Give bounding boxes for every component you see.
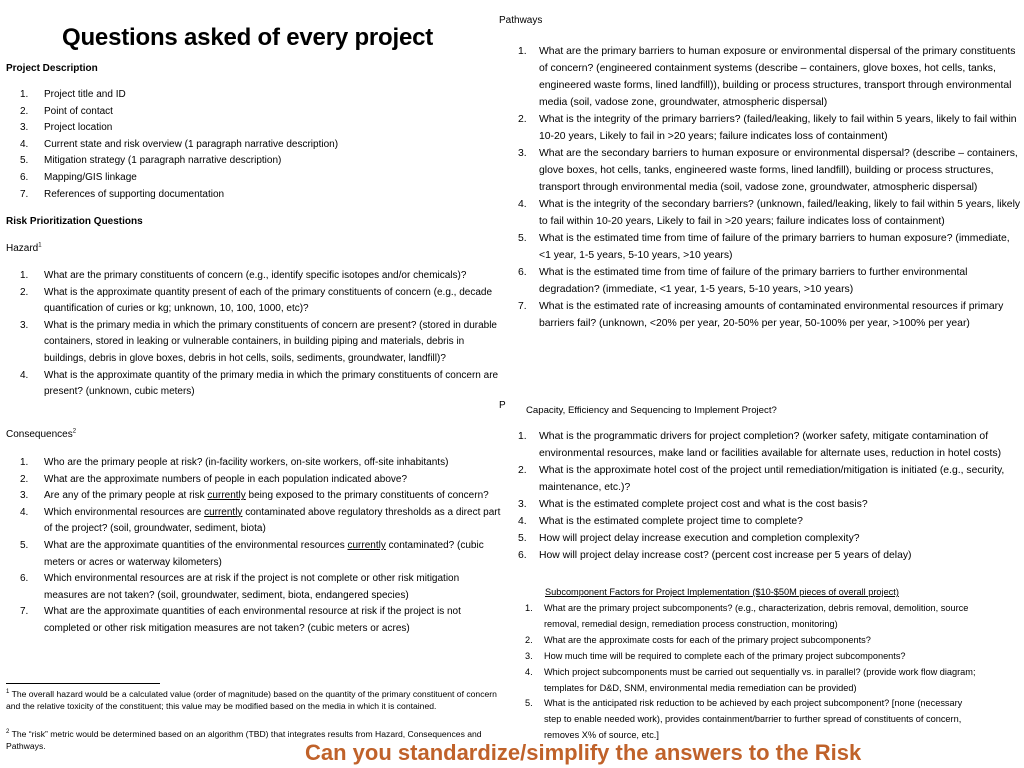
- list-number: 7.: [518, 301, 527, 312]
- list-number: 1.: [20, 270, 29, 281]
- list-number: 3.: [20, 490, 29, 502]
- consequences-item: [6, 455, 504, 472]
- page-title: Questions asked of every project: [62, 24, 434, 51]
- project-description-item-text: Mapping/GIS linkage: [44, 171, 137, 183]
- subcomponent-heading: Subcomponent Factors for Project Implementation ($10-$50M pieces of overall project): [545, 587, 899, 597]
- consequences-heading-text: Consequences: [6, 429, 73, 440]
- consequences-item-text: Which environmental resources are at risk if the project is not complete or other risk mitigation measures are not taken? (soil, groundwater, sediment, biota, endangered species): [44, 573, 460, 601]
- list-number: 6.: [518, 267, 527, 278]
- subcomponent-list: [510, 601, 980, 744]
- list-number: 2.: [525, 634, 533, 645]
- subcomponent-item: [510, 633, 980, 649]
- project-description-item: [6, 153, 500, 170]
- project-description-item-text: Current state and risk overview (1 paragraph narrative description): [44, 138, 339, 150]
- capacity-list: [510, 428, 1022, 564]
- pathways-item-text: What is the estimated time from time of failure of the primary barriers to further environmental degradation? (immediate, <1 year, 1-5 years, 5-10 years, >10 years): [539, 267, 968, 295]
- capacity-heading: Capacity, Efficiency and Sequencing to Implement Project?: [526, 405, 777, 416]
- hazard-item: [6, 318, 506, 368]
- project-description-item-text: Project title and ID: [44, 89, 126, 100]
- capacity-item-text: What is the approximate hotel cost of the project until remediation/mitigation is initiated (e.g., security, maintenance, etc.)?: [539, 465, 1005, 493]
- list-number: 1.: [20, 89, 29, 100]
- list-number: 7.: [20, 606, 29, 618]
- subcomponent-item-text: Which project subcomponents must be carried out sequentially vs. in parallel? (provide work flow diagram; templates for D&D, SNM, environmental media remediation can be provided): [544, 666, 976, 693]
- pathways-item: [510, 230, 1022, 264]
- pathways-item: [510, 145, 1022, 196]
- project-description-item-text: Point of contact: [44, 105, 113, 117]
- list-number: 4.: [525, 666, 533, 677]
- list-number: 3.: [525, 650, 533, 661]
- list-number: 1.: [518, 46, 527, 57]
- subcomponent-item-text: How much time will be required to complete each of the primary project subcomponents?: [544, 650, 906, 661]
- consequences-list: [6, 455, 504, 638]
- list-number: 1.: [525, 603, 533, 613]
- project-description-item-text: References of supporting documentation: [44, 188, 225, 200]
- pathways-item-text: What are the secondary barriers to human exposure or environmental dispersal? (describe – containers, glove boxes, hot cells, tanks, engineered waste forms, lined landfill), building or process structures, transport through environmental media (soil, vadose zone, groundwater, atmospheric dispersal): [539, 148, 1018, 193]
- pathways-item-text: What is the integrity of the primary barriers? (failed/leaking, likely to fail within 5 years, likely to fail within 10-20 years, Likely to fail in >20 years; failure indicates loss of containment): [539, 114, 1017, 142]
- list-number: 5.: [20, 539, 29, 551]
- subcomponent-item: [510, 649, 980, 665]
- project-description-item: [6, 137, 500, 154]
- footnote-1-num: 1: [6, 689, 10, 696]
- list-number: 2.: [20, 105, 29, 117]
- consequences-item-text: What are the approximate quantities of each environmental resource at risk if the project is not completed or other risk mitigation measures are not taken? (cubic meters or acres): [44, 606, 461, 634]
- consequences-item: [6, 571, 504, 604]
- footnote-ref: 2: [72, 428, 77, 435]
- list-number: 4.: [20, 369, 29, 381]
- capacity-item: [510, 530, 1022, 547]
- list-number: 6.: [20, 573, 29, 585]
- consequences-item: [6, 505, 504, 538]
- consequences-item: [6, 472, 504, 489]
- consequences-item: [6, 538, 504, 571]
- project-description-list: [6, 87, 500, 203]
- list-number: 4.: [518, 199, 527, 210]
- consequences-item-text: Who are the primary people at risk? (in-facility workers, on-site workers, off-site inhabitants): [44, 457, 449, 468]
- project-description-item: [6, 87, 500, 104]
- pathways-list: [510, 43, 1022, 332]
- pathways-item: [510, 111, 1022, 145]
- project-description-item: [6, 170, 500, 187]
- subcomponent-item: [510, 696, 980, 744]
- list-number: 3.: [20, 319, 29, 331]
- footnote-1: [6, 688, 502, 712]
- stray-mark: P: [499, 400, 506, 411]
- consequences-item-text: What are the approximate numbers of people in each population indicated above?: [44, 473, 408, 485]
- footnote-2-num: 2: [6, 729, 10, 736]
- list-number: 5.: [518, 233, 527, 244]
- consequences-item-text: Which environmental resources are currently contaminated above regulatory thresholds as a direct part of the project? (soil, groundwater, sediment, biota): [44, 506, 501, 535]
- pathways-item: [510, 298, 1022, 332]
- capacity-item: [510, 513, 1022, 530]
- footnote-ref: 1: [38, 242, 42, 249]
- hazard-item-text: What is the approximate quantity of the primary media in which the primary constituents of concern are present? (unknown, cubic meters): [44, 369, 499, 398]
- list-number: 4.: [20, 506, 29, 518]
- pathways-item-text: What is the estimated time from time of failure of the primary barriers to human exposure? (immediate, <1 year, 1-5 years, 5-10 years, >10 years): [539, 233, 1010, 261]
- list-number: 4.: [518, 516, 527, 527]
- hazard-item: [6, 368, 506, 401]
- list-number: 4.: [20, 138, 29, 150]
- list-number: 3.: [518, 499, 527, 510]
- pathways-item: [510, 196, 1022, 230]
- list-number: 5.: [518, 533, 527, 544]
- capacity-item-text: What is the estimated complete project time to complete?: [539, 516, 803, 527]
- list-number: 2.: [20, 286, 29, 298]
- list-number: 2.: [20, 473, 29, 485]
- capacity-item-text: What is the programmatic drivers for project completion? (worker safety, mitigate contamination of environmental resources, make land or facilities available for alternate uses, reduction in hotel costs): [539, 431, 1002, 459]
- list-number: 7.: [20, 188, 29, 200]
- footnote-1-text: The overall hazard would be a calculated value (order of magnitude) based on the quantity of the primary constituent of concern and the relative toxicity of the constituent; this value may be modified based on the media in which it is contained.: [6, 689, 497, 711]
- list-number: 6.: [518, 550, 527, 561]
- capacity-item: [510, 428, 1022, 462]
- hazard-list: [6, 268, 506, 401]
- capacity-item: [510, 462, 1022, 496]
- project-description-item-text: Mitigation strategy (1 paragraph narrative description): [44, 155, 282, 167]
- project-description-item-text: Project location: [44, 122, 113, 134]
- capacity-item-text: What is the estimated complete project cost and what is the cost basis?: [539, 499, 868, 510]
- consequences-heading: [6, 429, 76, 440]
- pathways-item-text: What is the integrity of the secondary barriers? (unknown, failed/leaking, likely to fail within 5 years, likely to fail within 10-20 years, Likely to fail in >20 years; failure indicates loss of containment): [539, 199, 1021, 227]
- pathways-heading: Pathways: [499, 15, 543, 26]
- list-number: 2.: [518, 114, 527, 125]
- subcomponent-item: [510, 665, 980, 697]
- project-description-item: [6, 187, 500, 204]
- consequences-item: [6, 604, 504, 637]
- capacity-item-text: How will project delay increase execution and completion complexity?: [539, 533, 860, 544]
- footnote-2-text: The “risk” metric would be determined based on an algorithm (TBD) that integrates results from Hazard, Consequences and Pathways.: [6, 729, 482, 751]
- hazard-item: [6, 268, 506, 285]
- hazard-item: [6, 285, 506, 318]
- list-number: 3.: [518, 148, 527, 159]
- list-number: 2.: [518, 465, 527, 476]
- subcomponent-item: [510, 601, 980, 633]
- list-number: 1.: [20, 457, 29, 468]
- list-number: 5.: [20, 155, 29, 167]
- hazard-heading: [6, 243, 42, 254]
- pathways-item-text: What is the estimated rate of increasing amounts of contaminated environmental resources if primary barriers fail? (unknown, <20% per year, 20-50% per year, 50-100% per year, >100% per year): [539, 301, 1004, 329]
- subcomponent-item-text: What is the anticipated risk reduction to be achieved by each project subcomponent? [none (necessary step to enable needed work), provides containment/barrier to further spread of constituents of concern, removes X% of source, etc.]: [544, 698, 963, 741]
- hazard-heading-text: Hazard: [6, 243, 39, 254]
- project-description-heading: Project Description: [6, 63, 98, 74]
- hazard-item-text: What are the primary constituents of concern (e.g., identify specific isotopes and/or chemicals)?: [44, 270, 467, 281]
- project-description-item: [6, 104, 500, 121]
- list-number: 1.: [518, 431, 527, 442]
- consequences-item-text: What are the approximate quantities of the environmental resources currently contaminated? (cubic meters or acres or waterway kilometers): [44, 539, 484, 568]
- hazard-item-text: What is the approximate quantity present of each of the primary constituents of concern (e.g., decade quantification of curies or kg; unknown, 10, 100, 1000, etc)?: [44, 286, 493, 315]
- project-description-item: [6, 120, 500, 137]
- list-number: 5.: [525, 698, 533, 709]
- bottom-question: Can you standardize/simplify the answers to the Risk: [305, 740, 862, 765]
- list-number: 6.: [20, 171, 29, 183]
- pathways-item: [510, 264, 1022, 298]
- hazard-item-text: What is the primary media in which the primary constituents of concern are present? (stored in durable containers, stored in leaking or vulnerable containers, in building piping and materials, debris in buildings, debris in glove boxes, debris in hot cells, soils, sediments, groundwater, landfill)?: [44, 319, 497, 364]
- capacity-item-text: How will project delay increase cost? (percent cost increase per 5 years of delay): [539, 550, 912, 561]
- consequences-item-text: Are any of the primary people at risk currently being exposed to the primary constituents of concern?: [44, 490, 489, 502]
- risk-prioritization-heading: Risk Prioritization Questions: [6, 216, 143, 227]
- subcomponent-item-text: What are the primary project subcomponents? (e.g., characterization, debris removal, demolition, source removal, remedial design, remediation process construction, monitoring): [544, 603, 969, 629]
- consequences-item: [6, 488, 504, 505]
- list-number: 3.: [20, 122, 29, 134]
- pathways-item-text: What are the primary barriers to human exposure or environmental dispersal of the primary constituents of concern? (engineered containment systems (describe – containers, glove boxes, hot cells, tanks, engineered waste forms, lined landfill)), building or process structures, transport through environmental media (soil, vadose zone, groundwater, atmospheric dispersal): [539, 46, 1016, 108]
- pathways-item: [510, 43, 1022, 111]
- capacity-item: [510, 496, 1022, 513]
- footnote-separator: [6, 683, 160, 684]
- capacity-item: [510, 547, 1022, 564]
- subcomponent-item-text: What are the approximate costs for each of the primary project subcomponents?: [544, 634, 871, 645]
